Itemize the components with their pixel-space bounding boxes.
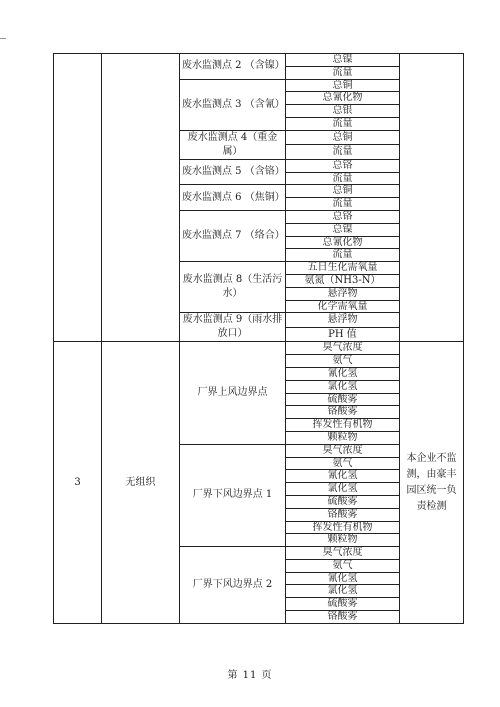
monitoring-item: 氨气 <box>286 457 400 470</box>
monitoring-point: 废水监测点 5 （含铬） <box>180 159 286 185</box>
monitoring-table <box>53 53 464 624</box>
page-number: 第 11 页 <box>227 670 273 681</box>
page-edge-mark <box>0 38 6 39</box>
monitoring-item: 悬浮物 <box>286 287 400 300</box>
monitoring-item: 挥发性有机物 <box>286 419 400 432</box>
monitoring-point: 废水监测点 4（重金属） <box>180 130 286 159</box>
monitoring-item: 硫酸雾 <box>286 495 400 508</box>
monitoring-item: 硫酸雾 <box>286 393 400 406</box>
monitoring-item: 总铜 <box>286 130 400 145</box>
monitoring-item: 颗粒物 <box>286 534 400 547</box>
remark-cell-empty <box>400 54 464 342</box>
monitoring-point: 厂界下风边界点 1 <box>180 444 286 546</box>
monitoring-item: 氰化氢 <box>286 572 400 585</box>
monitoring-point: 厂界下风边界点 2 <box>180 547 286 624</box>
monitoring-item: 氯化氢 <box>286 380 400 393</box>
monitoring-item: 氯化氢 <box>286 585 400 598</box>
monitoring-point: 废水监测点 8（生活污水） <box>180 262 286 313</box>
monitoring-item: 氨气 <box>286 355 400 368</box>
monitoring-item: 总铬 <box>286 210 400 223</box>
monitoring-item: 总铜 <box>286 79 400 92</box>
monitoring-item: 氰化氢 <box>286 367 400 380</box>
monitoring-point: 废水监测点 6 （焦铜） <box>180 185 286 211</box>
monitoring-item: 总铜 <box>286 185 400 198</box>
monitoring-item: 硫酸雾 <box>286 598 400 611</box>
monitoring-item: 流量 <box>286 172 400 185</box>
monitoring-point: 厂界上风边界点 <box>180 342 286 444</box>
monitoring-item: 氰化氢 <box>286 470 400 483</box>
seq-cell: 3 <box>54 342 102 624</box>
monitoring-item: 氯化氢 <box>286 483 400 496</box>
monitoring-item: 臭气浓度 <box>286 342 400 355</box>
monitoring-item: 化学需氧量 <box>286 300 400 313</box>
monitoring-point: 废水监测点 3 （含氰） <box>180 79 286 130</box>
monitoring-item: 铬酸雾 <box>286 611 400 624</box>
monitoring-item: 铬酸雾 <box>286 406 400 419</box>
monitoring-point: 废水监测点 9（雨水排放口） <box>180 313 286 342</box>
monitoring-item: 铬酸雾 <box>286 508 400 521</box>
monitoring-item: 流量 <box>286 249 400 262</box>
monitoring-item: 氨气 <box>286 559 400 572</box>
table-row <box>54 54 464 67</box>
seq-cell-empty <box>54 54 102 342</box>
monitoring-item: 流量 <box>286 117 400 130</box>
monitoring-item: 总银 <box>286 105 400 118</box>
category-cell: 无组织 <box>102 342 180 624</box>
monitoring-item: PH 值 <box>286 327 400 342</box>
monitoring-item: 流量 <box>286 145 400 160</box>
table-row <box>54 342 464 355</box>
monitoring-item: 总铬 <box>286 159 400 172</box>
monitoring-item: 臭气浓度 <box>286 444 400 457</box>
monitoring-item: 悬浮物 <box>286 313 400 328</box>
monitoring-item: 流量 <box>286 66 400 79</box>
monitoring-item: 五日生化需氧量 <box>286 262 400 275</box>
monitoring-item: 挥发性有机物 <box>286 521 400 534</box>
monitoring-point: 废水监测点 2 （含镍） <box>180 54 286 80</box>
monitoring-item: 总氰化物 <box>286 236 400 249</box>
monitoring-item: 氨氮（NH3-N） <box>286 274 400 287</box>
monitoring-item: 总氰化物 <box>286 92 400 105</box>
monitoring-item: 流量 <box>286 198 400 211</box>
monitoring-item: 总镍 <box>286 54 400 67</box>
category-cell-empty <box>102 54 180 342</box>
monitoring-point: 废水监测点 7 （络合） <box>180 210 286 261</box>
monitoring-item: 总镍 <box>286 223 400 236</box>
monitoring-item: 颗粒物 <box>286 431 400 444</box>
remark-cell: 本企业不监测，由豪丰园区统一负责检测 <box>400 342 464 624</box>
monitoring-item: 臭气浓度 <box>286 547 400 560</box>
